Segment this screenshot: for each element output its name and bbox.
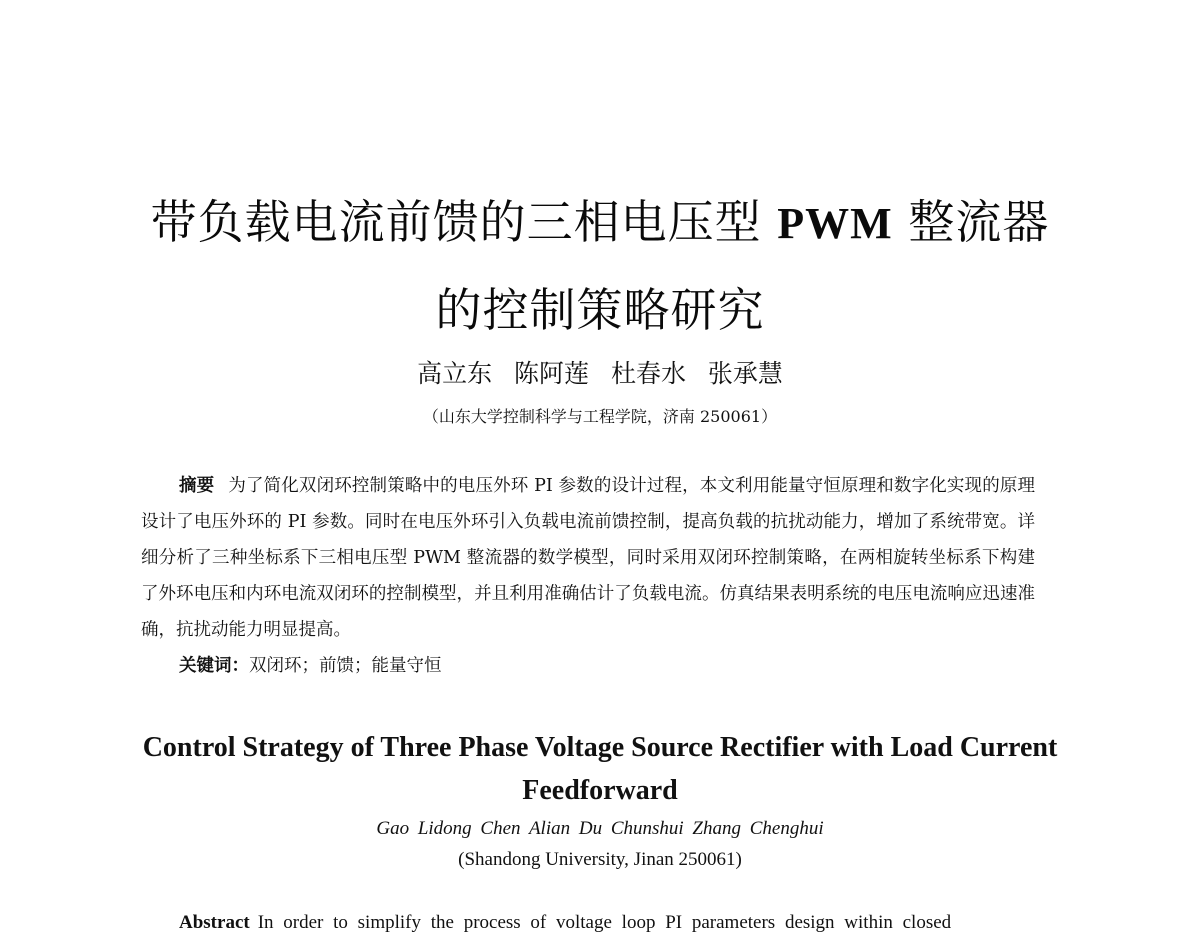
chinese-title-suffix: 整流器 <box>908 195 1050 249</box>
chinese-keywords <box>179 648 442 684</box>
english-abstract-label: Abstract <box>179 912 250 933</box>
chinese-authors: 高立东 陈阿莲 杜春水 张承慧 <box>417 359 783 388</box>
english-authors: Gao Lidong Chen Alian Du Chunshui Zhang Chenghui <box>376 818 824 839</box>
chinese-title-pwm: PWM <box>777 199 893 248</box>
english-title-line-1: Control Strategy of Three Phase Voltage Source Rectifier with Load Current <box>142 732 1058 763</box>
english-abstract <box>141 907 1035 939</box>
chinese-title-line-2: 的控制策略研究 <box>435 283 765 337</box>
chinese-abstract <box>141 468 1035 648</box>
chinese-abstract-label: 摘要 <box>179 476 215 496</box>
english-abstract-text: In order to simplify the process of voltage loop PI parameters design within closed <box>257 912 952 933</box>
chinese-keywords-label: 关键词： <box>179 656 249 676</box>
chinese-title-line-1 <box>0 192 1200 254</box>
chinese-abstract-text: 为了简化双闭环控制策略中的电压外环 PI 参数的设计过程，本文利用能量守恒原理和数字化实现的原理设计了电压外环的 PI 参数。同时在电压外环引入负载电流前馈控制，提高负载的抗扰动能力，增加了系统带宽。详细分析了三种坐标系下三相电压型 PWM 整流器的数学模型，同时采用双闭环控制策略，在两相旋转坐标系下构建了外环电压和内环电流双闭环的控制模型，并且利用准确估计了负载电流。仿真结果表明系统的电压电流响应迅速准确，抗扰动能力明显提高。 <box>141 476 1036 640</box>
english-title-line-2: Feedforward <box>522 775 678 806</box>
english-affiliation: (Shandong University, Jinan 250061) <box>458 849 742 870</box>
chinese-title-prefix: 带负载电流前馈的三相电压型 <box>150 195 762 249</box>
chinese-affiliation: （山东大学控制科学与工程学院，济南 250061） <box>422 407 778 426</box>
chinese-keywords-text: 双闭环；前馈；能量守恒 <box>249 656 442 676</box>
